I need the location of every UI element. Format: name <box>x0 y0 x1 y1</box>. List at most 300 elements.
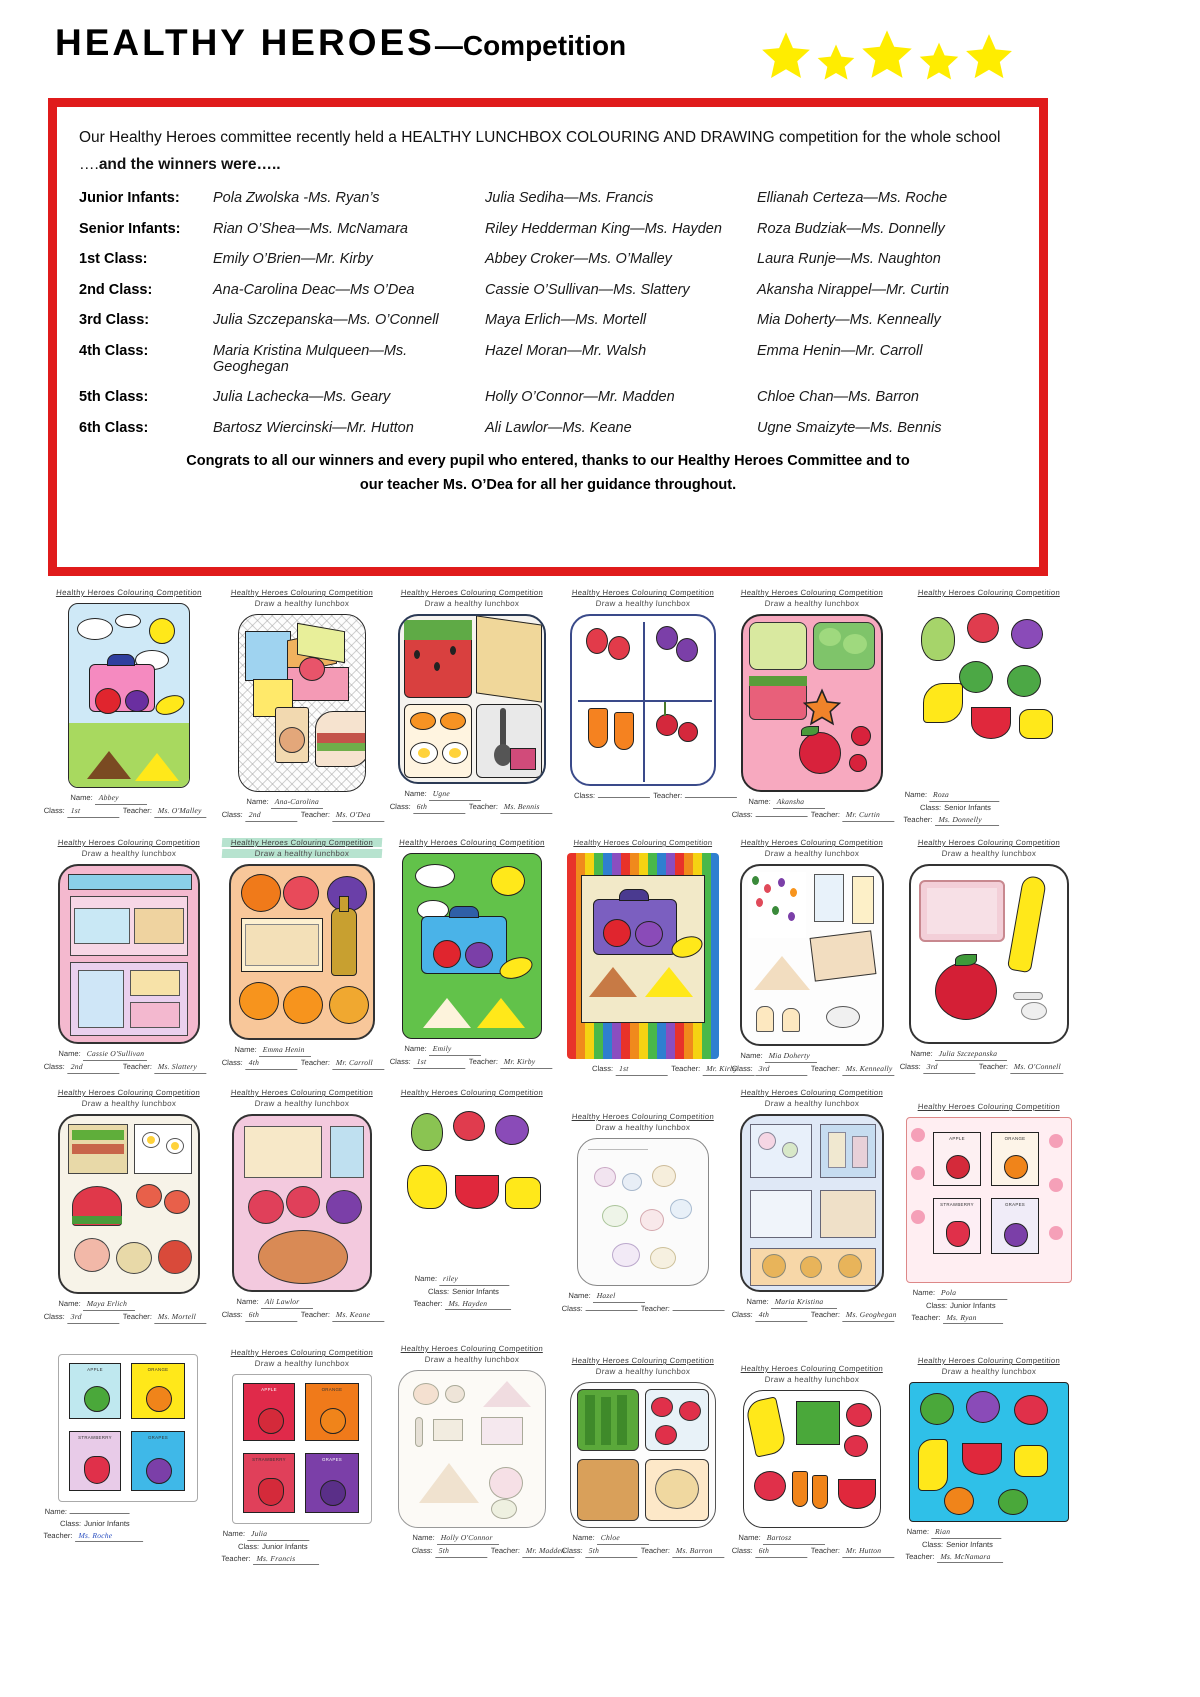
artwork-card <box>386 586 558 818</box>
artwork-caption <box>899 789 1079 826</box>
caption-class-value: 3rd <box>923 1061 976 1074</box>
caption-class-value: Junior Infants <box>949 1300 996 1310</box>
caption-name-value <box>70 1513 130 1514</box>
artwork-caption <box>221 796 382 822</box>
caption-class-value: 6th <box>413 801 466 814</box>
caption-class-value: 6th <box>755 1545 808 1558</box>
gallery-row <box>40 586 1160 830</box>
congrats-line-1: Congrats to all our winners and every pupil who entered, thanks to our Healthy Heroes Committee and to <box>186 453 910 470</box>
winner-class-label: 2nd Class: <box>79 281 153 298</box>
intro-paragraph <box>79 125 1017 178</box>
artwork-drawing <box>743 1390 881 1528</box>
caption-teacher-value: Mr. Curtin <box>843 809 896 822</box>
artwork-sheet-title: Healthy Heroes Colouring Competition <box>740 1364 884 1374</box>
winner-row <box>79 312 1017 328</box>
artwork-sheet-title: Healthy Heroes Colouring Competition <box>917 838 1061 848</box>
artwork-card <box>558 1334 728 1562</box>
caption-class-value: 1st <box>413 1056 466 1069</box>
caption-name-label: Name: <box>236 1297 259 1307</box>
artwork-caption <box>899 1526 1079 1563</box>
artwork-card <box>728 836 896 1080</box>
caption-class-label: Class: <box>899 1062 922 1072</box>
caption-class-label: Class: <box>43 805 66 815</box>
caption-name-label: Name: <box>738 1533 761 1543</box>
winner-name: Julia Lachecka—Ms. Geary <box>213 389 391 406</box>
artwork-drawing <box>398 614 546 784</box>
caption-teacher-label: Teacher: <box>122 805 153 815</box>
caption-name-label: Name: <box>746 1297 769 1307</box>
caption-name-value: Ugne <box>429 788 482 801</box>
intro-line-2b: and the winners were….. <box>98 155 281 173</box>
caption-class-value: 4th <box>755 1309 808 1322</box>
artwork-sheet-subtitle: Draw a healthy lunchbox <box>595 1367 691 1377</box>
artwork-drawing <box>577 1138 709 1286</box>
caption-name-label: Name: <box>568 1291 591 1301</box>
artwork-caption <box>562 790 725 802</box>
caption-class-value: Senior Infants <box>945 1540 994 1550</box>
artwork-drawing: APPLE ORANGE STRAWBERRY GRAPES <box>906 1117 1072 1283</box>
winner-name: Abbey Croker—Ms. O’Malley <box>485 251 672 268</box>
artwork-drawing <box>570 1382 716 1528</box>
artwork-sheet-title: Healthy Heroes Colouring Competition <box>230 588 374 597</box>
caption-teacher-label: Teacher: <box>905 1551 935 1561</box>
caption-class-value: 3rd <box>67 1311 120 1324</box>
caption-class-label: Class: <box>43 1311 66 1321</box>
artwork-caption <box>43 1298 214 1324</box>
caption-teacher-label: Teacher: <box>640 1546 671 1556</box>
artwork-sheet-title: Healthy Heroes Colouring Competition <box>57 1088 201 1098</box>
artwork-sheet-subtitle: Draw a healthy lunchbox <box>941 1367 1037 1377</box>
caption-class-label: Class: <box>925 1300 948 1310</box>
artwork-sheet-title: Healthy Heroes Colouring Competition <box>917 1356 1061 1366</box>
artwork-card <box>218 836 386 1074</box>
caption-teacher-label: Teacher: <box>911 1312 941 1322</box>
intro-line-1: Our Healthy Heroes committee recently held a HEALTHY LUNCHBOX COLOURING AND DRAWING competition for the whole <box>79 129 952 146</box>
artwork-sheet-title: Healthy Heroes Colouring Competition <box>55 588 203 597</box>
artwork-drawing <box>740 864 884 1046</box>
artwork-drawing: APPLE ORANGE STRAWBERRY GRAPES <box>232 1374 372 1524</box>
winner-row <box>79 420 1017 436</box>
caption-teacher-label: Teacher: <box>468 801 499 811</box>
artwork-caption <box>43 792 214 818</box>
winner-row <box>79 190 1017 206</box>
caption-class-label: Class: <box>731 809 754 819</box>
caption-teacher-label: Teacher: <box>43 1530 73 1540</box>
winner-name: Roza Budziak—Ms. Donnelly <box>757 220 945 237</box>
artwork-sheet-subtitle: Draw a healthy lunchbox <box>222 849 383 858</box>
artwork-drawing <box>232 1114 372 1292</box>
caption-name-value: Pola <box>938 1287 1009 1300</box>
caption-teacher-value: Ms. Roche <box>75 1530 144 1543</box>
caption-teacher-label: Teacher: <box>490 1546 521 1556</box>
caption-teacher-label: Teacher: <box>670 1064 701 1074</box>
artwork-card <box>218 586 386 826</box>
artwork-drawing <box>567 853 719 1059</box>
caption-name-value: Abbey <box>95 792 148 805</box>
page-title <box>55 24 1200 61</box>
caption-class-value: 5th <box>585 1545 638 1558</box>
caption-name-label: Name: <box>912 1288 936 1298</box>
artwork-sheet-title: Healthy Heroes Colouring Competition <box>740 1088 884 1098</box>
artwork-caption <box>899 1048 1078 1074</box>
caption-class-value: 1st <box>616 1063 669 1076</box>
winner-name: Laura Runje—Ms. Naughton <box>757 251 941 268</box>
caption-name-label: Name: <box>740 1051 763 1061</box>
gallery-row <box>40 836 1160 1080</box>
caption-teacher-value: Mr. Kirby <box>501 1056 554 1069</box>
artwork-drawing <box>907 603 1071 785</box>
artwork-sheet-title: Healthy Heroes Colouring Competition <box>400 588 544 597</box>
artwork-caption <box>731 1050 892 1076</box>
caption-teacher-value: Mr. Hutton <box>843 1545 896 1558</box>
artwork-card <box>40 1086 218 1328</box>
artwork-card <box>728 586 896 826</box>
gallery-row <box>40 1086 1160 1328</box>
artwork-caption <box>221 1296 382 1322</box>
caption-class-label: Class: <box>389 1057 412 1067</box>
artwork-card <box>386 1086 558 1314</box>
artwork-caption <box>389 1043 554 1069</box>
artwork-caption <box>221 1044 382 1070</box>
winner-name: Pola Zwolska -Ms. Ryan’s <box>213 190 380 207</box>
artwork-card <box>218 1334 386 1569</box>
winner-name: Rian O’Shea—Ms. McNamara <box>213 220 408 237</box>
caption-teacher-value: Ms. O'Connell <box>1011 1061 1065 1074</box>
winner-name: Julia Sediha—Ms. Francis <box>485 190 654 207</box>
caption-name-value: Akansha <box>773 796 826 809</box>
winner-row <box>79 251 1017 267</box>
caption-teacher-value: Ms. Geoghegan <box>843 1309 896 1322</box>
caption-teacher-value: Ms. O'Malley <box>155 805 208 818</box>
artwork-caption <box>43 1506 215 1542</box>
caption-name-label: Name: <box>70 793 93 802</box>
winner-name: Emily O’Brien—Mr. Kirby <box>213 251 373 268</box>
artwork-caption <box>389 788 554 814</box>
caption-class-label: Class: <box>43 1062 66 1072</box>
winner-row <box>79 282 1017 298</box>
artwork-sheet-title: Healthy Heroes Colouring Competition <box>400 1088 544 1098</box>
caption-name-value: Bartosz <box>763 1532 826 1545</box>
caption-teacher-value: Ms. McNamara <box>937 1551 1004 1564</box>
artwork-sheet-title: Healthy Heroes Colouring Competition <box>571 1356 715 1366</box>
artwork-sheet-subtitle: Draw a healthy lunchbox <box>764 599 860 608</box>
artwork-sheet-subtitle: Draw a healthy lunchbox <box>424 1355 520 1365</box>
artwork-card <box>728 1086 896 1326</box>
star-icon <box>918 40 960 82</box>
caption-teacher-value: Mr. Madden <box>523 1545 576 1558</box>
caption-name-value: Julia <box>248 1528 311 1541</box>
artwork-sheet-subtitle: Draw a healthy lunchbox <box>254 1099 350 1109</box>
artwork-sheet-subtitle: Draw a healthy lunchbox <box>254 1359 350 1369</box>
caption-class-label: Class: <box>919 802 942 812</box>
artwork-card <box>558 1086 728 1319</box>
artwork-caption <box>899 1287 1079 1324</box>
winner-name: Maria Kristina Mulqueen—Ms. Geoghegan <box>213 342 408 375</box>
caption-teacher-label: Teacher: <box>221 1553 251 1563</box>
artwork-caption <box>389 1273 555 1310</box>
winner-class-label: 1st Class: <box>79 251 148 268</box>
caption-name-value: Maya Erlich <box>83 1298 136 1311</box>
caption-class-label: Class: <box>731 1064 754 1074</box>
caption-name-label: Name: <box>234 1045 257 1055</box>
artwork-drawing <box>402 853 542 1039</box>
winner-name: Ellianah Certeza—Ms. Roche <box>757 190 948 207</box>
artwork-caption <box>561 1290 724 1315</box>
caption-name-value: Julia Szczepanska <box>935 1048 1008 1061</box>
caption-teacher-value: Ms. Mortell <box>155 1311 208 1324</box>
caption-class-value: 5th <box>435 1545 488 1558</box>
star-icon <box>964 31 1014 81</box>
star-rating-decoration <box>760 28 1014 82</box>
caption-teacher-value <box>673 1310 725 1311</box>
caption-teacher-label: Teacher: <box>300 1309 331 1319</box>
caption-name-value: Chloe <box>597 1532 650 1545</box>
caption-class-value: 3rd <box>755 1063 808 1076</box>
caption-class-value: 2nd <box>245 809 298 822</box>
caption-class-label: Class: <box>221 1058 244 1068</box>
caption-class-label: Class: <box>731 1546 754 1556</box>
caption-teacher-label: Teacher: <box>122 1062 153 1072</box>
caption-teacher-value: Ms. Bennis <box>501 801 554 814</box>
winner-class-label: Junior Infants: <box>79 190 180 207</box>
artwork-sheet-title: Healthy Heroes Colouring Competition <box>230 1348 374 1358</box>
caption-name-value: Maria Kristina <box>771 1296 838 1309</box>
caption-class-value: Senior Infants <box>943 802 992 812</box>
artwork-sheet-title: Healthy Heroes Colouring Competition <box>57 838 201 848</box>
page-title-main: HEALTHY HEROES <box>55 22 435 63</box>
artwork-card <box>558 836 738 1080</box>
artwork-sheet-subtitle: Draw a healthy lunchbox <box>764 1099 860 1109</box>
caption-name-label: Name: <box>572 1533 595 1543</box>
caption-class-label: Class: <box>591 1064 614 1074</box>
caption-teacher-value: Ms. Barron <box>673 1545 726 1558</box>
artwork-sheet-subtitle: Draw a healthy lunchbox <box>764 1375 860 1385</box>
caption-class-value: 2nd <box>67 1061 120 1074</box>
winner-row <box>79 343 1017 375</box>
star-icon <box>816 42 856 82</box>
artwork-caption <box>731 1532 892 1558</box>
artwork-sheet-subtitle: Draw a healthy lunchbox <box>254 599 350 608</box>
star-icon <box>760 29 812 81</box>
artwork-caption <box>561 1532 724 1558</box>
caption-class-label: Class: <box>59 1519 82 1529</box>
caption-class-label: Class: <box>561 1546 584 1556</box>
winner-name: Chloe Chan—Ms. Barron <box>757 389 919 406</box>
artwork-gallery <box>40 586 1160 1570</box>
caption-teacher-label: Teacher: <box>122 1311 153 1321</box>
caption-name-value: Hazel <box>593 1290 646 1303</box>
winner-class-label: 4th Class: <box>79 342 149 359</box>
caption-teacher-label: Teacher: <box>978 1062 1009 1072</box>
caption-name-value: Emily <box>429 1043 482 1056</box>
caption-class-label: Class: <box>221 1309 244 1319</box>
caption-teacher-label: Teacher: <box>810 1309 841 1319</box>
caption-name-label: Name: <box>44 1507 68 1517</box>
page-header <box>0 0 1200 92</box>
artwork-drawing <box>229 864 375 1040</box>
artwork-card <box>896 586 1082 830</box>
artwork-card <box>896 1086 1082 1328</box>
artwork-card <box>558 586 728 806</box>
winner-name: Ali Lawlor—Ms. Keane <box>485 419 632 436</box>
artwork-drawing <box>58 864 200 1044</box>
caption-class-label: Class: <box>389 801 412 811</box>
caption-name-label: Name: <box>910 1049 933 1059</box>
caption-teacher-value: Ms. O'Dea <box>333 809 386 822</box>
caption-teacher-label: Teacher: <box>300 1058 331 1068</box>
caption-teacher-label: Teacher: <box>810 1064 841 1074</box>
artwork-card <box>40 836 218 1078</box>
caption-teacher-value: Mr. Carroll <box>333 1057 386 1070</box>
artwork-sheet-title: Healthy Heroes Colouring Competition <box>740 588 884 597</box>
caption-teacher-value: Ms. Donnelly <box>935 814 1000 827</box>
caption-teacher-label: Teacher: <box>652 791 683 800</box>
artwork-drawing: APPLE ORANGE STRAWBERRY GRAPES <box>58 1354 198 1502</box>
winner-name: Cassie O’Sullivan—Ms. Slattery <box>485 281 690 298</box>
artwork-sheet-title: Healthy Heroes Colouring Competition <box>573 838 713 848</box>
winner-class-label: 5th Class: <box>79 389 149 406</box>
caption-teacher-label: Teacher: <box>903 814 933 824</box>
caption-name-value: Cassie O'Sullivan <box>83 1048 147 1061</box>
caption-name-label: Name: <box>222 1529 246 1539</box>
caption-name-value: Rian <box>932 1526 1003 1539</box>
artwork-sheet-subtitle: Draw a healthy lunchbox <box>81 1099 177 1109</box>
artwork-drawing <box>741 614 883 792</box>
caption-class-label: Class: <box>411 1546 434 1556</box>
caption-name-value: Mia Doherty <box>765 1050 818 1063</box>
caption-teacher-label: Teacher: <box>300 809 331 819</box>
caption-class-label: Class: <box>237 1542 260 1552</box>
artwork-sheet-subtitle: Draw a healthy lunchbox <box>595 1123 691 1133</box>
gallery-row <box>40 1334 1160 1569</box>
artwork-sheet-title: Healthy Heroes Colouring Competition <box>917 1102 1061 1112</box>
caption-name-label: Name: <box>404 1044 427 1054</box>
winner-name: Holly O’Connor—Mr. Madden <box>485 389 675 406</box>
caption-name-label: Name: <box>412 1533 435 1543</box>
caption-name-label: Name: <box>404 789 427 798</box>
winner-class-label: Senior Infants: <box>79 220 181 237</box>
winner-name: Akansha Nirappel—Mr. Curtin <box>757 281 950 298</box>
caption-teacher-value: Ms. Keane <box>333 1309 386 1322</box>
artwork-card <box>40 1334 218 1546</box>
artwork-drawing <box>740 1114 884 1292</box>
caption-name-value: Ana-Carolina <box>271 796 324 809</box>
caption-class-value: 1st <box>67 805 120 818</box>
caption-class-value: Senior Infants <box>451 1286 500 1296</box>
winner-row <box>79 389 1017 405</box>
artwork-sheet-subtitle: Draw a healthy lunchbox <box>81 849 177 859</box>
artwork-card <box>218 1086 386 1326</box>
winner-name: Emma Henin—Mr. Carroll <box>757 342 923 359</box>
caption-name-label: Name: <box>748 797 771 806</box>
artwork-card <box>728 1334 896 1562</box>
artwork-sheet-title: Healthy Heroes Colouring Competition <box>571 588 715 597</box>
caption-class-label: Class: <box>561 1303 584 1313</box>
artwork-caption <box>389 1532 566 1558</box>
caption-teacher-label: Teacher: <box>413 1298 443 1308</box>
artwork-card <box>896 836 1082 1078</box>
artwork-sheet-title: Healthy Heroes Colouring Competition <box>740 838 884 848</box>
artwork-sheet-subtitle: Draw a healthy lunchbox <box>764 849 860 859</box>
artwork-drawing <box>238 614 366 792</box>
artwork-card <box>896 1334 1082 1567</box>
caption-name-label: Name: <box>904 790 928 799</box>
artwork-caption <box>731 796 892 822</box>
artwork-card <box>386 1334 566 1562</box>
caption-name-label: Name: <box>414 1274 438 1284</box>
artwork-caption <box>221 1528 383 1565</box>
winner-name: Ugne Smaizyte—Ms. Bennis <box>757 419 942 436</box>
artwork-caption <box>562 1063 738 1076</box>
caption-teacher-label: Teacher: <box>810 809 841 819</box>
winner-name: Julia Szczepanska—Ms. O’Connell <box>213 312 439 329</box>
winner-name: Riley Hedderman King—Ms. Hayden <box>485 220 722 237</box>
caption-class-value: 6th <box>245 1309 298 1322</box>
artwork-sheet-subtitle: Draw a healthy lunchbox <box>595 599 691 608</box>
caption-class-value <box>598 797 650 798</box>
intro-line-2a: school …. <box>79 129 1001 173</box>
artwork-drawing <box>909 1382 1069 1522</box>
winners-notice-box <box>48 98 1048 576</box>
caption-name-label: Name: <box>906 1527 930 1537</box>
star-icon <box>860 27 914 81</box>
caption-name-value: Holly O'Connor <box>437 1532 500 1545</box>
caption-name-label: Name: <box>246 797 269 806</box>
caption-teacher-value: Mr. Kirby <box>703 1063 756 1076</box>
caption-class-value: 4th <box>245 1057 298 1070</box>
caption-class-value: Junior Infants <box>83 1519 130 1529</box>
artwork-caption <box>43 1048 214 1074</box>
artwork-card <box>40 586 218 822</box>
caption-class-label: Class: <box>573 791 596 800</box>
caption-teacher-value: Ms. Kenneally <box>843 1063 896 1076</box>
winner-name: Ana-Carolina Deac—Ms O’Dea <box>213 281 415 298</box>
caption-teacher-value: Ms. Slattery <box>155 1061 208 1074</box>
congrats-line-2: our teacher Ms. O’Dea for all her guidance throughout. <box>359 476 737 493</box>
star-icon <box>803 688 841 726</box>
caption-name-value: Roza <box>930 789 1001 802</box>
artwork-sheet-subtitle: Draw a healthy lunchbox <box>424 599 520 608</box>
caption-class-label: Class: <box>221 809 244 819</box>
caption-teacher-value: Ms. Hayden <box>445 1298 512 1311</box>
artwork-drawing <box>570 614 716 786</box>
caption-name-value: riley <box>440 1273 511 1286</box>
winner-row <box>79 221 1017 237</box>
winner-class-label: 6th Class: <box>79 419 149 436</box>
caption-teacher-label: Teacher: <box>468 1057 499 1067</box>
congrats-message <box>79 450 1017 496</box>
caption-teacher-value: Ms. Francis <box>253 1553 320 1566</box>
winner-name: Mia Doherty—Ms. Kenneally <box>757 312 941 329</box>
winners-list <box>79 190 1017 436</box>
artwork-sheet-title: Healthy Heroes Colouring Competition <box>400 1344 544 1354</box>
winner-class-label: 3rd Class: <box>79 312 150 329</box>
caption-class-value <box>586 1310 638 1311</box>
caption-class-label: Class: <box>731 1309 754 1319</box>
caption-name-label: Name: <box>58 1049 81 1059</box>
caption-name-value: Emma Henin <box>259 1044 312 1057</box>
caption-name-label: Name: <box>58 1299 81 1309</box>
page-title-sub: —Competition <box>434 30 627 61</box>
artwork-drawing <box>68 603 190 788</box>
caption-teacher-value: Ms. Ryan <box>943 1312 1004 1325</box>
caption-teacher-label: Teacher: <box>810 1546 841 1556</box>
artwork-card <box>386 836 558 1073</box>
artwork-caption <box>731 1296 897 1322</box>
artwork-drawing <box>397 1103 547 1269</box>
artwork-drawing <box>58 1114 200 1294</box>
caption-name-value: Ali Lawlor <box>261 1296 314 1309</box>
